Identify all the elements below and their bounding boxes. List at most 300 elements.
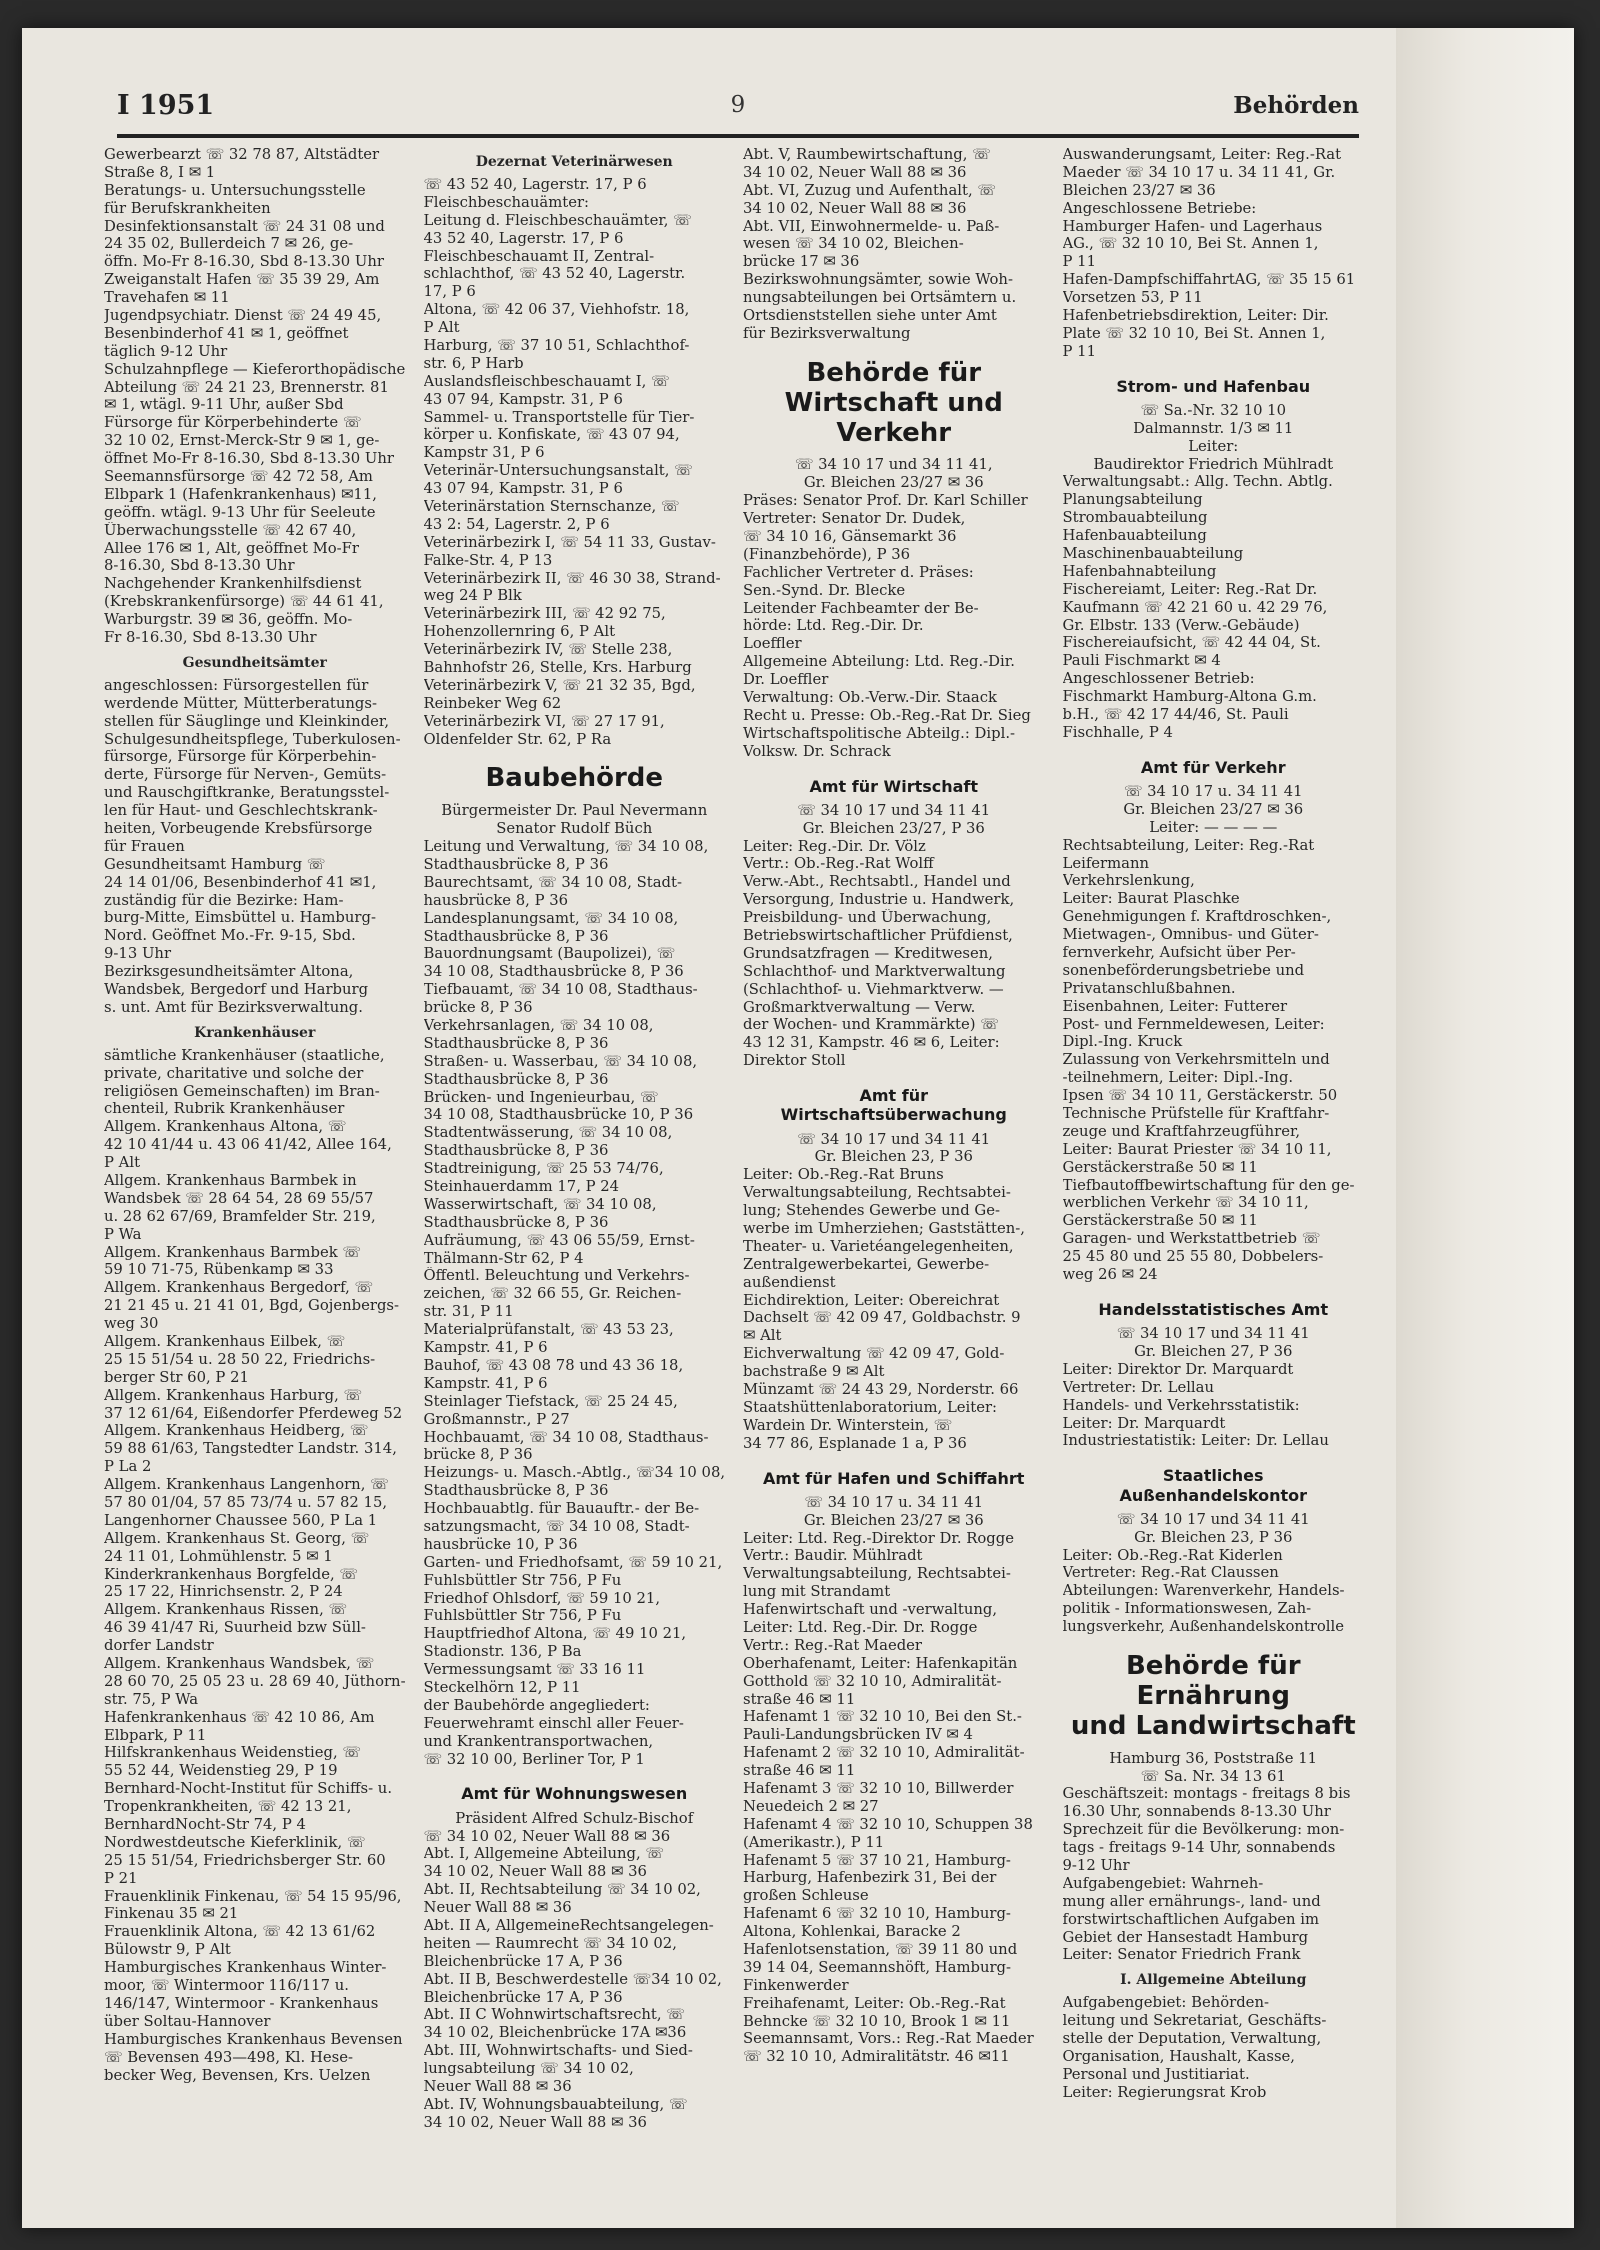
entry-line: ✉ 1, wtägl. 9-11 Uhr, außer Sbd (104, 396, 344, 414)
entry-line: Vermessungsamt ☏ 33 16 11 (423, 1661, 646, 1679)
entry-line: Gesundheitsamt Hamburg ☏ (104, 855, 326, 873)
entry-line: Steinhauerdamm 17, P 24 (423, 1178, 620, 1196)
entry-line: Fürsorge für Körperbehinderte ☏ (104, 414, 362, 432)
entry-line: bachstraße 9 ✉ Alt (743, 1363, 885, 1381)
entry-line: Vorsetzen 53, P 11 (1062, 289, 1203, 307)
entry-line: Hafenlotsenstation, ☏ 39 11 80 und (743, 1941, 1018, 1959)
entry-line: Großmannstr., P 27 (423, 1410, 570, 1428)
entry-line: Gerstäckerstraße 50 ✉ 11 (1062, 1158, 1258, 1176)
entry-line: Verwaltung: Ob.-Verw.-Dir. Staack (743, 689, 997, 707)
entry-line: Allgem. Krankenhaus Harburg, ☏ (104, 1386, 362, 1404)
centered-line: Dalmannstr. 1/3 ✉ 11 (1133, 419, 1294, 437)
entry-line: Aufgabengebiet: Wahrneh- (1062, 1874, 1264, 1892)
entry-line: 17, P 6 (423, 283, 476, 301)
entry-line: für Berufskrankheiten (104, 199, 271, 217)
entry-line: Harburg, ☏ 37 10 51, Schlachthof- (423, 336, 690, 354)
entry-line: Hafenbahnabteilung (1062, 562, 1217, 580)
entry-line: Auslandsfleischbeschauamt I, ☏ (423, 372, 670, 390)
entry-line: Bleichenbrücke 17 A, P 36 (423, 1988, 623, 2006)
entry-line: ☏ 43 52 40, Lagerstr. 17, P 6 (423, 175, 647, 193)
entry-line: Allee 176 ✉ 1, Alt, geöffnet Mo-Fr (104, 539, 359, 557)
entry-line: Wirtschaftspolitische Abteilg.: Dipl.- (743, 724, 1016, 742)
entry-line: Falke-Str. 4, P 13 (423, 551, 553, 569)
entry-line: Verkehrslenkung, (1062, 872, 1195, 890)
entry-line: b.H., ☏ 42 17 44/46, St. Pauli (1062, 706, 1289, 724)
entry-line: Besenbinderhof 41 ✉ 1, geöffnet (104, 324, 349, 342)
entry-line: Abt. IV, Wohnungsbauabteilung, ☏ (423, 2095, 688, 2113)
office-title: Amt für Wohnungswesen (461, 1784, 688, 1804)
entry-line: Vertr.: Baudir. Mühlradt (743, 1547, 923, 1565)
entry-line: Veterinär-Untersuchungsanstalt, ☏ (423, 462, 693, 480)
entry-line: Verkehrsanlagen, ☏ 34 10 08, (423, 1017, 654, 1035)
entry-line: Vertreter: Reg.-Rat Claussen (1062, 1564, 1279, 1582)
entry-line: stellen für Säuglinge und Kleinkinder, (104, 712, 390, 730)
centered-line: ☏ 34 10 17 und 34 11 41 (1116, 1325, 1310, 1343)
centered-line: Baudirektor Friedrich Mühlradt (1093, 455, 1334, 473)
entry-line: Oberhafenamt, Leiter: Hafenkapitän (743, 1654, 1018, 1672)
entry-line: Auswanderungsamt, Leiter: Reg.-Rat (1062, 146, 1342, 163)
entry-line: BernhardNocht-Str 74, P 4 (104, 1816, 306, 1834)
entry-line: hausbrücke 8, P 36 (423, 891, 569, 909)
entry-line: werblichen Verkehr ☏ 34 10 11, (1062, 1194, 1309, 1212)
entry-line: Schulzahnpflege — Kieferorthopädische (104, 360, 406, 378)
entry-line: Freihafenamt, Leiter: Ob.-Reg.-Rat (743, 1994, 1006, 2012)
entry-line: 46 39 41/47 Ri, Suurheid bzw Süll- (104, 1619, 366, 1637)
entry-line: Industriestatistik: Leiter: Dr. Lellau (1062, 1432, 1329, 1450)
entry-line: Bleichen 23/27 ✉ 36 (1062, 181, 1216, 199)
section-subheading: Krankenhäuser (194, 1024, 316, 1041)
entry-line: Bernhard-Nocht-Institut für Schiffs- u. (104, 1780, 393, 1798)
entry-line: Hafenamt 1 ☏ 32 10 10, Bei den St.- (743, 1708, 1022, 1726)
entry-line: Verw.-Abt., Rechtsabtl., Handel und (743, 873, 1011, 891)
entry-line: Fachlicher Vertreter d. Präses: (743, 563, 974, 581)
entry-line: 55 52 44, Weidenstieg 29, P 19 (104, 1762, 338, 1780)
entry-line: 34 10 08, Stadthausbrücke 8, P 36 (423, 963, 684, 981)
entry-line: Hafenbauabteilung (1062, 527, 1207, 545)
entry-line: Münzamt ☏ 24 43 29, Norderstr. 66 (743, 1381, 1019, 1398)
entry-line: Leiter: Senator Friedrich Frank (1062, 1946, 1301, 1964)
entry-line: Hafenamt 3 ☏ 32 10 10, Billwerder (743, 1780, 1014, 1797)
centered-line: Gr. Bleichen 23/27, P 36 (802, 819, 985, 837)
entry-line: heiten, Vorbeugende Krebsfürsorge (104, 820, 373, 837)
entry-line: sonenbeförderungsbetriebe und (1062, 961, 1305, 979)
entry-line: Stadthausbrücke 8, P 36 (423, 927, 609, 945)
entry-line: angeschlossen: Fürsorgestellen für (104, 676, 369, 694)
entry-line: Personal und Justitiariat. (1062, 2065, 1250, 2083)
entry-line: ☏ Bevensen 493—498, Kl. Hese- (104, 2048, 353, 2066)
entry-line: P 21 (104, 1869, 138, 1887)
entry-line: großen Schleuse (743, 1887, 869, 1905)
entry-line: Allgemeine Abteilung: Ltd. Reg.-Dir. (743, 653, 1015, 671)
entry-line: 28 60 70, 25 05 23 u. 28 69 40, Jüthorn- (104, 1672, 406, 1690)
entry-line: Schulgesundheitspflege, Tuberkulosen- (104, 730, 401, 748)
entry-line: Nord. Geöffnet Mo.-Fr. 9-15, Sbd. (104, 927, 356, 945)
entry-line: Hochbauamt, ☏ 34 10 08, Stadthaus- (423, 1428, 709, 1446)
entry-line: Geschäftszeit: montags - freitags 8 bis (1062, 1785, 1351, 1803)
entry-line: geöffn. wtägl. 9-13 Uhr für Seeleute (104, 503, 376, 521)
entry-line: und Krankentransportwachen, (423, 1732, 654, 1750)
centered-line: ☏ 34 10 17 u. 34 11 41 (1123, 782, 1303, 800)
entry-line: Desinfektionsanstalt ☏ 24 31 08 und (104, 217, 385, 235)
entry-line: Friedhof Ohlsdorf, ☏ 59 10 21, (423, 1589, 661, 1607)
entry-line: Abt. I, Allgemeine Abteilung, ☏ (423, 1845, 664, 1863)
entry-line: Bahnhofstr 26, Stelle, Krs. Harburg (423, 658, 692, 676)
entry-line: Veterinärstation Sternschanze, ☏ (423, 497, 680, 515)
entry-line: Überwachungsstelle ☏ 42 67 40, (104, 521, 357, 539)
entry-line: Versorgung, Industrie u. Handwerk, (743, 891, 1015, 909)
entry-line: P Alt (423, 319, 460, 337)
centered-line: ☏ Sa. Nr. 34 13 61 (1140, 1767, 1286, 1785)
entry-line: Leiter: Reg.-Dir. Dr. Völz (743, 837, 926, 855)
entry-line: Stadthausbrücke 8, P 36 (423, 1070, 609, 1088)
office-title: Amt für Verkehr (1140, 757, 1286, 777)
entry-line: Landesplanungsamt, ☏ 34 10 08, (423, 909, 679, 927)
entry-line: Strombauabteilung (1062, 509, 1208, 527)
entry-line: Hafenkrankenhaus ☏ 42 10 86, Am (104, 1708, 375, 1726)
entry-line: Neuer Wall 88 ✉ 36 (423, 1899, 572, 1917)
column-2 (424, 146, 726, 2168)
entry-line: 34 10 02, Bleichenbrücke 17A ✉36 (423, 2024, 687, 2042)
entry-line: Gotthold ☏ 32 10 10, Admiralität- (743, 1672, 1002, 1690)
entry-line: Bezirkswohnungsämter, sowie Woh- (743, 271, 1013, 289)
entry-line: u. 28 62 67/69, Bramfelder Str. 219, (104, 1207, 376, 1225)
entry-line: Theater- u. Varietéangelegenheiten, (743, 1237, 1014, 1255)
entry-line: chenteil, Rubrik Krankenhäuser (104, 1100, 345, 1118)
entry-line: für Frauen (104, 837, 185, 855)
entry-line: Bauhof, ☏ 43 08 78 und 43 36 18, (423, 1356, 684, 1374)
column-3 (743, 146, 1045, 2168)
entry-line: für Bezirksverwaltung (743, 324, 911, 342)
entry-line: (Finanzbehörde), P 36 (743, 545, 911, 563)
entry-line: Tiefbauamt, ☏ 34 10 08, Stadthaus- (423, 981, 698, 999)
entry-line: wesen ☏ 34 10 02, Bleichen- (743, 235, 964, 253)
entry-line: Thälmann-Str 62, P 4 (423, 1249, 584, 1267)
entry-line: Stadthausbrücke 8, P 36 (423, 1213, 609, 1231)
entry-line: der Baubehörde angegliedert: (423, 1696, 650, 1714)
entry-line: Bauordnungsamt (Baupolizei), ☏ (423, 945, 676, 963)
entry-line: 43 07 94, Kampstr. 31, P 6 (423, 390, 623, 408)
entry-line: Gebiet der Hansestadt Hamburg (1062, 1928, 1309, 1946)
entry-line: Steinlager Tiefstack, ☏ 25 24 45, (423, 1392, 678, 1410)
entry-line: Tropenkrankheiten, ☏ 42 13 21, (104, 1798, 352, 1816)
centered-line: Gr. Bleichen 23/27 ✉ 36 (803, 1511, 984, 1529)
entry-line: Gerstäckerstraße 50 ✉ 11 (1062, 1212, 1258, 1230)
entry-line: Verwaltungsabteilung, Rechtsabtei- (743, 1565, 1011, 1583)
entry-line: körper u. Konfiskate, ☏ 43 07 94, (423, 426, 680, 444)
entry-line: Leiter: Regierungsrat Krob (1062, 2083, 1267, 2101)
entry-line: Leitung und Verwaltung, ☏ 34 10 08, (423, 838, 709, 856)
entry-line: brücke 8, P 36 (423, 999, 533, 1017)
entry-line: Straße 8, I ✉ 1 (104, 163, 216, 181)
entry-line: str. 31, P 11 (423, 1303, 514, 1321)
entry-line: Feuerwehramt einschl aller Feuer- (423, 1714, 684, 1732)
centered-line: Gr. Bleichen 23/27 ✉ 36 (1123, 800, 1304, 818)
entry-line: 43 2: 54, Lagerstr. 2, P 6 (423, 515, 610, 533)
entry-line: Pauli-Landungsbrücken IV ✉ 4 (743, 1726, 973, 1744)
entry-line: Hohenzollernring 6, P Alt (423, 623, 616, 641)
entry-line: Hafenamt 2 ☏ 32 10 10, Admiralität- (743, 1744, 1025, 1762)
entry-line: Hamburgisches Krankenhaus Bevensen (104, 2030, 403, 2048)
entry-line: Fischmarkt Hamburg-Altona G.m. (1062, 688, 1317, 706)
entry-line: str. 6, P Harb (423, 354, 524, 372)
entry-line: Post- und Fernmeldewesen, Leiter: (1062, 1015, 1325, 1033)
entry-line: Leiter: Baurat Plaschke (1062, 890, 1240, 908)
entry-line: Allgem. Krankenhaus Rissen, ☏ (104, 1601, 347, 1619)
entry-line: Fischhalle, P 4 (1062, 723, 1173, 741)
entry-line: Hochbauabtlg. für Bauauftr.- der Be- (423, 1500, 700, 1518)
entry-line: Fischereiamt, Leiter: Reg.-Rat Dr. (1062, 580, 1318, 598)
entry-line: Vertreter: Dr. Lellau (1062, 1378, 1215, 1396)
entry-line: P Alt (104, 1154, 141, 1172)
entry-line: Zweiganstalt Hafen ☏ 35 39 29, Am (104, 271, 380, 289)
entry-line: Hafenamt 6 ☏ 32 10 10, Hamburg- (743, 1905, 1011, 1923)
centered-line: ☏ 34 10 17 u. 34 11 41 (804, 1493, 984, 1511)
entry-line: Maschinenbauabteilung (1062, 545, 1244, 562)
entry-line: Garagen- und Werkstattbetrieb ☏ (1062, 1230, 1321, 1248)
entry-line: Leiter: Ob.-Reg.-Rat Bruns (743, 1166, 944, 1184)
entry-line: Jugendpsychiatr. Dienst ☏ 24 49 45, (104, 307, 382, 325)
entry-line: Neuedeich 2 ✉ 27 (743, 1797, 879, 1815)
centered-line: Leiter: — — — — (1149, 818, 1278, 836)
entry-line: Gr. Elbstr. 133 (Verw.-Gebäude) (1062, 616, 1300, 634)
entry-line: Stadthausbrücke 8, P 36 (423, 856, 609, 873)
entry-line: zeuge und Kraftfahrzeugführer, (1062, 1122, 1301, 1140)
entry-line: Abt. II C Wohnwirtschaftsrecht, ☏ (423, 2006, 685, 2024)
entry-line: der Wochen- und Krammärkte) ☏ (743, 1016, 999, 1034)
entry-line: 9-12 Uhr (1062, 1856, 1130, 1874)
entry-line: 42 10 41/44 u. 43 06 41/42, Allee 164, (104, 1136, 392, 1154)
entry-line: P Wa (104, 1225, 142, 1243)
entry-line: len für Haut- und Geschlechtskrank- (104, 802, 378, 820)
entry-line: Hamburgisches Krankenhaus Winter- (104, 1959, 387, 1977)
entry-line: Kampstr. 41, P 6 (423, 1339, 548, 1357)
entry-line: Warburgstr. 39 ✉ 36, geöffn. Mo- (104, 611, 353, 629)
entry-line: politik - Informationswesen, Zah- (1062, 1600, 1312, 1618)
entry-line: Grundsatzfragen — Kreditwesen, (743, 944, 993, 962)
entry-line: 34 10 02, Neuer Wall 88 ✉ 36 (743, 199, 967, 217)
entry-line: religiösen Gemeinschaften) im Bran- (104, 1082, 380, 1100)
entry-line: Kampstr 31, P 6 (423, 444, 545, 462)
entry-line: Planungsabteilung (1062, 491, 1203, 509)
entry-line: Elbpark, P 11 (104, 1726, 207, 1744)
entry-line: 59 88 61/63, Tangstedter Landstr. 314, (104, 1440, 397, 1458)
entry-line: P 11 (1062, 253, 1096, 271)
header-page-number: 9 (730, 92, 746, 118)
entry-line: Harburg, Hafenbezirk 31, Bei der (743, 1869, 997, 1887)
entry-line: Seemannsfürsorge ☏ 42 72 58, Am (104, 468, 373, 486)
entry-line: Heizungs- u. Masch.-Abtlg., ☏34 10 08, (423, 1464, 725, 1482)
entry-line: (Amerikastr.), P 11 (743, 1833, 885, 1851)
entry-line: 25 15 51/54, Friedrichsberger Str. 60 (104, 1851, 386, 1869)
entry-line: 39 14 04, Seemannshöft, Hamburg- (743, 1958, 1012, 1976)
entry-line: Fleischbeschauamt II, Zentral- (423, 247, 655, 265)
section-title: Baubehörde (485, 763, 664, 794)
entry-line: Hafenwirtschaft und -verwaltung, (743, 1601, 998, 1619)
entry-line: Vertreter: Senator Dr. Dudek, (743, 510, 966, 528)
entry-line: werbe im Umherziehen; Gaststätten-, (743, 1219, 1025, 1237)
entry-line: Baurechtsamt, ☏ 34 10 08, Stadt- (423, 873, 682, 891)
entry-line: Allgem. Krankenhaus Heidberg, ☏ (104, 1422, 369, 1440)
entry-line: Stadthausbrücke 8, P 36 (423, 1482, 609, 1500)
page-header (117, 90, 1359, 138)
entry-line: Allgem. Krankenhaus Bergedorf, ☏ (104, 1279, 373, 1297)
page-gutter (1396, 28, 1574, 2228)
entry-line: P 11 (1062, 342, 1096, 360)
entry-line: Vertr.: Reg.-Rat Maeder (743, 1636, 922, 1654)
entry-line: AG., ☏ 32 10 10, Bei St. Annen 1, (1062, 235, 1319, 253)
entry-line: Direktor Stoll (743, 1052, 846, 1070)
entry-line: Abt. VII, Einwohnermelde- u. Paß- (743, 217, 1000, 235)
entry-line: Stadionstr. 136, P Ba (423, 1643, 582, 1661)
entry-line: Langenhorner Chaussee 560, P La 1 (104, 1511, 378, 1529)
centered-line: ☏ 34 10 17 und 34 11 41 (1116, 1510, 1310, 1528)
entry-line: heiten — Raumrecht ☏ 34 10 02, (423, 1934, 677, 1952)
header-section: Behörden (1233, 92, 1359, 119)
entry-line: Abt. III, Wohnwirtschafts- und Sied- (423, 2042, 693, 2060)
entry-line: Dr. Loeffler (743, 671, 829, 689)
entry-line: Altona, Kohlenkai, Baracke 2 (743, 1923, 961, 1941)
office-title: Amt für Wirtschaft (809, 776, 979, 796)
entry-line: Angeschlossene Betriebe: (1062, 199, 1257, 217)
entry-line: Gewerbearzt ☏ 32 78 87, Altstädter (104, 146, 380, 163)
entry-line: Großmarktverwaltung — Verw. (743, 998, 976, 1016)
centered-line: Präsident Alfred Schulz-Bischof (455, 1809, 694, 1827)
entry-line: Abteilung ☏ 24 21 23, Brennerstr. 81 (104, 378, 389, 396)
entry-line: Präses: Senator Prof. Dr. Karl Schiller (743, 492, 1028, 510)
entry-line: Elbpark 1 (Hafenkrankenhaus) ✉11, (104, 485, 377, 503)
entry-line: Finkenau 35 ✉ 21 (104, 1905, 239, 1923)
entry-line: Eichverwaltung ☏ 42 09 47, Gold- (743, 1345, 1005, 1363)
centered-line: ☏ Sa.-Nr. 32 10 10 (1140, 401, 1287, 419)
entry-line: Bülowstr 9, P Alt (104, 1941, 231, 1959)
entry-line: und Rauschgiftkranke, Beratungsstel- (104, 784, 390, 802)
entry-line: Abteilungen: Warenverkehr, Handels- (1062, 1582, 1345, 1600)
entry-line: Nachgehender Krankenhilfsdienst (104, 575, 362, 593)
entry-line: Stadthausbrücke 8, P 36 (423, 1142, 609, 1160)
centered-line: Hamburg 36, Poststraße 11 (1109, 1749, 1318, 1767)
entry-line: schlachthof, ☏ 43 52 40, Lagerstr. (423, 265, 686, 283)
entry-line: Zulassung von Verkehrsmitteln und (1062, 1051, 1330, 1069)
entry-line: Eisenbahnen, Leiter: Futterer (1062, 997, 1288, 1015)
entry-line: Oldenfelder Str. 62, P Ra (423, 730, 612, 748)
entry-line: weg 24 P Blk (423, 587, 522, 605)
entry-line: Pauli Fischmarkt ✉ 4 (1062, 652, 1221, 670)
section-subheading: Dezernat Veterinärwesen (475, 154, 673, 170)
entry-line: Schlachthof- und Marktverwaltung (743, 962, 1006, 980)
entry-line: 24 14 01/06, Besenbinderhof 41 ✉1, (104, 873, 377, 891)
entry-line: straße 46 ✉ 11 (743, 1690, 856, 1708)
entry-line: Hafenamt 4 ☏ 32 10 10, Schuppen 38 (743, 1815, 1033, 1833)
entry-line: Kinderkrankenhaus Borgfelde, ☏ (104, 1565, 358, 1583)
section-subheading: I. Allgemeine Abteilung (1120, 1972, 1307, 1989)
entry-line: Allgem. Krankenhaus Barmbek in (104, 1171, 357, 1189)
column-4 (1063, 146, 1365, 2168)
entry-line: weg 30 (104, 1315, 159, 1333)
entry-line: Bleichenbrücke 17 A, P 36 (423, 1952, 623, 1970)
entry-line: -teilnehmern, Leiter: Dipl.-Ing. (1062, 1069, 1294, 1087)
entry-line: Privatanschlußbahnen. (1062, 979, 1236, 997)
entry-line: Loeffler (743, 635, 802, 653)
entry-line: werdende Mütter, Mütterberatungs- (104, 694, 377, 712)
entry-line: ☏ 34 10 16, Gänsemarkt 36 (743, 528, 957, 546)
office-title: Amt für Wirtschaftsüberwachung (780, 1086, 1007, 1125)
entry-line: Aufgabengebiet: Behörden- (1062, 1994, 1269, 2012)
entry-line: Fleischbeschauämter: (423, 193, 590, 211)
entry-line: Zentralgewerbekartei, Gewerbe- (743, 1255, 990, 1273)
entry-line: täglich 9-12 Uhr (104, 342, 228, 360)
entry-line: Stadtreinigung, ☏ 25 53 74/76, (423, 1160, 664, 1178)
entry-line: Bezirksgesundheitsämter Altona, (104, 963, 354, 981)
entry-line: Handels- und Verkehrsstatistik: (1062, 1396, 1300, 1414)
entry-line: 32 10 02, Ernst-Merck-Str 9 ✉ 1, ge- (104, 432, 380, 450)
centered-line: Gr. Bleichen 23/27 ✉ 36 (803, 474, 984, 492)
entry-line: 25 45 80 und 25 55 80, Dobbelers- (1062, 1248, 1324, 1266)
entry-line: lungsverkehr, Außenhandelskontrolle (1062, 1618, 1345, 1636)
entry-line: Altona, ☏ 42 06 37, Viehhofstr. 18, (423, 301, 690, 319)
entry-line: Seemannsamt, Vors.: Reg.-Rat Maeder (743, 2030, 1034, 2048)
entry-line: 34 10 08, Stadthausbrücke 10, P 36 (423, 1106, 694, 1124)
entry-line: Technische Prüfstelle für Kraftfahr- (1062, 1105, 1330, 1123)
entry-line: Straßen- u. Wasserbau, ☏ 34 10 08, (423, 1052, 698, 1070)
entry-line: weg 26 ✉ 24 (1062, 1266, 1158, 1284)
entry-line: Wandsbek ☏ 28 64 54, 28 69 55/57 (104, 1189, 374, 1207)
entry-line: Finkenwerder (743, 1976, 849, 1994)
entry-line: (Krebskrankenfürsorge) ☏ 44 61 41, (104, 593, 384, 611)
entry-line: Fuhlsbüttler Str 756, P Fu (423, 1571, 622, 1589)
entry-line: berger Str 60, P 21 (104, 1368, 249, 1386)
entry-line: fernverkehr, Aufsicht über Per- (1062, 944, 1296, 961)
entry-line: Leifermann (1062, 854, 1150, 872)
entry-line: Aufräumung, ☏ 43 06 55/59, Ernst- (423, 1231, 695, 1249)
entry-line: 43 07 94, Kampstr. 31, P 6 (423, 480, 623, 498)
entry-line: 34 10 02, Neuer Wall 88 ✉ 36 (423, 2113, 647, 2131)
office-title: Strom- und Hafenbau (1116, 376, 1311, 396)
centered-line: Gr. Bleichen 23, P 36 (1134, 1528, 1293, 1546)
entry-line: ☏ 32 10 00, Berliner Tor, P 1 (423, 1750, 645, 1768)
entry-line: Stadthausbrücke 8, P 36 (423, 1034, 609, 1052)
entry-line: Leitender Fachbeamter der Be- (743, 599, 979, 617)
entry-line: Verwaltungsabt.: Allg. Techn. Abtlg. (1062, 473, 1333, 491)
entry-line: 34 10 02, Neuer Wall 88 ✉ 36 (423, 1863, 647, 1881)
entry-line: Steckelhörn 12, P 11 (423, 1678, 581, 1696)
entry-line: mung aller ernährungs-, land- und (1062, 1892, 1321, 1910)
entry-line: Abt. V, Raumbewirtschaftung, ☏ (743, 146, 991, 163)
entry-line: Preisbildung- und Überwachung, (743, 909, 992, 927)
entry-line: ☏ 32 10 10, Admiralitätstr. 46 ✉11 (743, 2048, 1010, 2066)
entry-line: Veterinärbezirk I, ☏ 54 11 33, Gustav- (423, 533, 716, 551)
entry-line: sämtliche Krankenhäuser (staatliche, (104, 1046, 385, 1064)
entry-line: Öffentl. Beleuchtung und Verkehrs- (423, 1267, 690, 1285)
centered-line: Bürgermeister Dr. Paul Nevermann (441, 802, 708, 820)
section-subheading: Gesundheitsämter (182, 654, 327, 671)
entry-line: Materialprüfanstalt, ☏ 43 53 23, (423, 1321, 674, 1339)
entry-line: Veterinärbezirk III, ☏ 42 92 75, (423, 605, 666, 623)
entry-line: 9-13 Uhr (104, 945, 172, 963)
entry-line: Sammel- u. Transportstelle für Tier- (423, 408, 695, 426)
entry-line: Allgem. Krankenhaus St. Georg, ☏ (104, 1529, 370, 1547)
entry-line: 21 21 45 u. 21 41 01, Bgd, Gojenbergs- (104, 1297, 400, 1315)
entry-line: 16.30 Uhr, sonnabends 8-13.30 Uhr (1062, 1803, 1331, 1821)
entry-line: Ortsdienststellen siehe unter Amt (743, 307, 997, 325)
entry-line: öffn. Mo-Fr 8-16.30, Sbd 8-13.30 Uhr (104, 253, 384, 271)
entry-line: burg-Mitte, Eimsbüttel u. Hamburg- (104, 909, 376, 927)
entry-line: ✉ Alt (743, 1327, 782, 1345)
entry-line: Mietwagen-, Omnibus- und Güter- (1062, 926, 1319, 944)
directory-page (22, 28, 1574, 2228)
entry-line: Frauenklinik Finkenau, ☏ 54 15 95/96, (104, 1887, 402, 1905)
entry-line: 34 10 02, Neuer Wall 88 ✉ 36 (743, 163, 967, 181)
entry-line: 34 77 86, Esplanade 1 a, P 36 (743, 1434, 967, 1452)
